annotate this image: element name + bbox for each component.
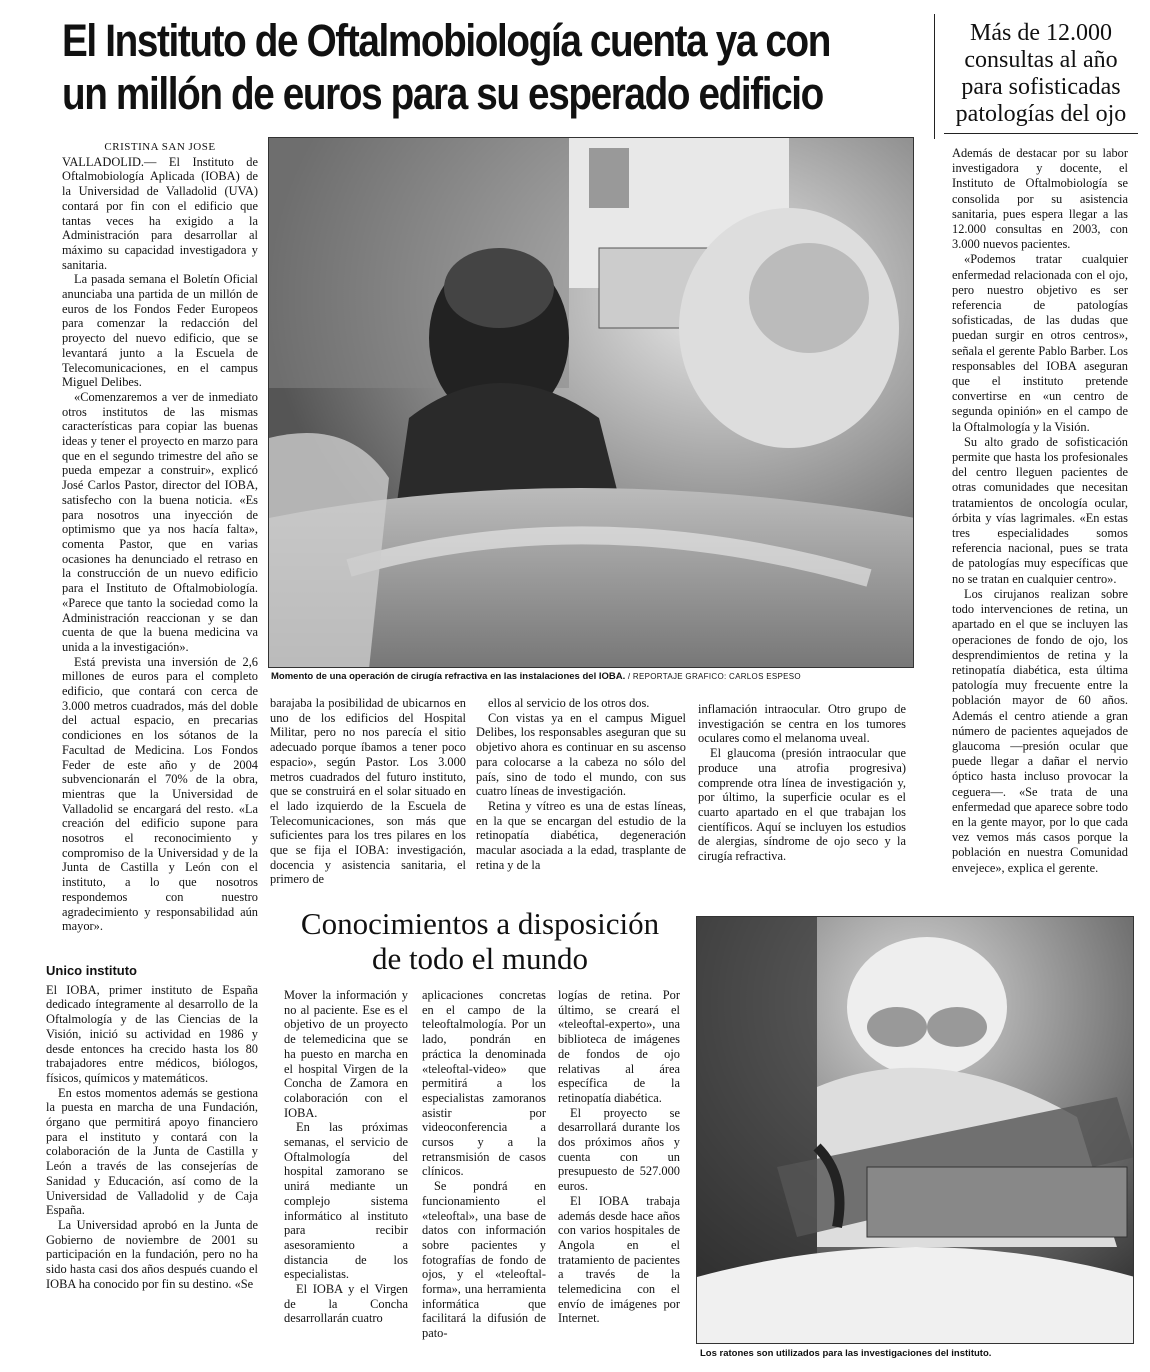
sidebar-rule (944, 133, 1138, 134)
main-headline (62, 14, 831, 120)
article-paragraph: Se pondrá en funcionamiento el «teleoftal», una base de datos con información sobre pacientes y fotografías de fondo de ojos, y el «teleoftal-forma», una herramienta informática que facilitará la difusión de pato- (422, 1179, 546, 1341)
article-paragraph: «Comenzaremos a ver de inmediato otros institutos de las mismas características para copiar las buenas ideas y tener el proyecto en marzo para que en el segundo trimestre del año se pueda empezar a construir», explicó José Carlos Pastor, director del IOBA, satisfecho con la buena noticia. «Es para nosotros una inyección de optimismo que ya nos hacía falta», comenta Pastor, que en varias ocasiones ha denunciado el retraso en la construcción de un nuevo edificio para el Instituto de Oftalmobiología. «Parece que tanto la sociedad como la Administración reaccionan y se dan cuenta de que la buena medicina va unida a la investigación». (62, 389, 258, 654)
second-article-column-3 (558, 988, 680, 1326)
headline-line-2: un millón de euros para su esperado edificio (62, 68, 823, 119)
byline: CRISTINA SAN JOSE (104, 141, 216, 153)
sidebar-paragraph: Además de destacar por su labor investigadora y docente, el Instituto de Oftalmobiología se consolida por su asistencia sanitaria, pues espera llegar a las 12.000 consultas en 2003, con 3.000 nuevos pacientes. (952, 146, 1128, 252)
article-column-2 (270, 696, 466, 887)
surgery-photo-image (269, 138, 914, 668)
photo-caption-1 (271, 671, 801, 682)
sidebar-paragraph: Su alto grado de sofisticación permite que hasta los profesionales del centro lleguen pacientes de otras comunidades que necesitan tratamientos de oncología ocular, órbita y vías lagrimales. «En estas tres especialidades somos referencia nacional, pues se trata de patologías muy específicas que no se tratan en cualquier centro». (952, 434, 1128, 586)
article-paragraph: El IOBA, primer instituto de España dedicado íntegramente al desarrollo de la Oftalmología y de las Ciencias de la Visión, inició su actividad en 1986 y desde entonces ha crecido hasta los 80 trabajadores entre médicos, biólogos, físicos, químicos y matemáticos. (46, 982, 258, 1085)
article-paragraph: Retina y vítreo es una de estas líneas, en la que se encargan del estudio de la retinopatía diabética, degeneración macular asociada a la edad, trasplante de retina y de la (476, 798, 686, 872)
article-paragraph: El IOBA y el Virgen de la Concha desarrollarán cuatro (284, 1282, 408, 1326)
article-paragraph: El glaucoma (presión intraocular que produce una atrofia progresiva) comprende otra línea de investigación y, por último, la superficie ocular es el cuarto apartado en el que trabajan los científicos. Aquí se incluyen los estudios de alergias, síndrome de ojo seco y la cirugía refractiva. (698, 746, 906, 864)
article-column-1b (46, 964, 258, 1291)
article-paragraph: logías de retina. Por último, se creará el «teleoftal-experto», una biblioteca de imágenes de fondos de ojo relativas al área específica de la retinopatía diabética. (558, 988, 680, 1105)
article-column-4 (698, 702, 906, 864)
article-paragraph: Con vistas ya en el campus Miguel Delibes, los responsables aseguran que su objetivo ahora es continuar en su ascenso para colocarse a la cabeza no sólo del país, sino de todo el mundo, con sus cuatro líneas de investigación. (476, 710, 686, 799)
sidebar-headline: Más de 12.000 consultas al año para sofisticadas patologías del ojo (955, 20, 1127, 127)
second-article-headline: Conocimientos a disposición de todo el mundo (300, 906, 660, 976)
article-paragraph: La pasada semana el Boletín Oficial anunciaba una partida de un millón de euros de los Fondos Feder Europeos para comenzar la redacción del proyecto del nuevo edificio, que se levantará junto a la Escuela de Telecomunicaciones, en el campus Miguel Delibes. (62, 272, 258, 390)
photo-caption-2: Los ratones son utilizados para las investigaciones del instituto. (700, 1348, 992, 1359)
sidebar-body (952, 146, 1128, 876)
article-column-3 (476, 696, 686, 872)
article-paragraph: El proyecto se desarrollará durante los dos próximos años y cuenta con un presupuesto de 527.000 euros. (558, 1105, 680, 1194)
surgery-photo (268, 137, 914, 668)
second-article-column-2 (422, 988, 546, 1341)
headline-line-1: El Instituto de Oftalmobiología cuenta ya con (62, 15, 831, 66)
column-divider (934, 14, 935, 139)
photo-credit: / REPORTAJE GRAFICO: CARLOS ESPESO (627, 672, 801, 681)
article-paragraph: Está prevista una inversión de 2,6 millones de euros para el completo edificio, que contará con cerca de 3.000 metros cuadrados, más del doble del actual espacio, en precarias condiciones en los sótanos de la Facultad de Medicina. Los Fondos Feder de este año y de 2004 subvencionarán el 70% de la obra, mientras que la Universidad de Valladolid se encargará del resto. «La creación del edificio supone para nosotros el reconocimiento y compromiso de la Universidad y de la Junta de Castilla y León con el instituto, a lo que nosotros respondemos con nuestro agradecimiento y responsabilidad aún mayor». (62, 654, 258, 934)
subhead-unico-instituto: Unico instituto (46, 963, 137, 978)
article-paragraph: En estos momentos además se gestiona la puesta en marcha de una Fundación, órgano que permitirá apoyo financiero para el instituto y contará con la colaboración de la Junta de Castilla y León a través de las consejerías de Sanidad y Educación, así como de la Universidad de Valladolid y de Caja España. (46, 1085, 258, 1218)
lab-mice-photo (696, 916, 1134, 1344)
article-paragraph: VALLADOLID.— El Instituto de Oftalmobiología Aplicada (IOBA) de la Universidad de Valladolid (UVA) contará por fin con el edificio que tantas veces ha exigido a la Administración para desarrollar al máximo su capacidad investigadora y sanitaria. (62, 154, 258, 272)
sidebar-paragraph: «Podemos tratar cualquier enfermedad relacionada con el ojo, pero nuestro objetivo es ser referencia de patologías sofisticadas, de las dudas que puedan surgir en otros centros», señala el gerente Pablo Barber. Los responsables del IOBA aseguran que el instituto pretende convertirse en «un centro de segunda opinión» en el campo de la Oftalmología y la Visión. (952, 252, 1128, 434)
lab-mice-photo-image (697, 917, 1134, 1344)
article-paragraph: En las próximas semanas, el servicio de Oftalmología del hospital zamorano se unirá mediante un complejo sistema informático al instituto para recibir asesoramiento a distancia de los especialistas. (284, 1120, 408, 1282)
article-paragraph: barajaba la posibilidad de ubicarnos en uno de los edificios del Hospital Militar, pero no nos parecía el sitio adecuado porque íbamos a tener poco espacio», según Pastor. Los 3.000 metros cuadrados del futuro instituto, que se construirá en el solar situado en el lado izquierdo de la Escuela de Telecomunicaciones, son más que suficientes para los tres pilares en los que se fija el IOBA: investigación, docencia y asistencia sanitaria, el primero de (270, 696, 466, 887)
article-paragraph: El IOBA trabaja además desde hace años con varios hospitales de Angola en el tratamiento de pacientes a través de la telemedicina con el envío de imágenes por Internet. (558, 1193, 680, 1326)
article-paragraph: ellos al servicio de los otros dos. (488, 696, 650, 710)
sidebar-paragraph: Los cirujanos realizan sobre todo intervenciones de retina, un apartado en el que se incluyen las operaciones de fondo de ojo, los desprendimientos de retina y la retinopatía diabética, esta última patología muy frecuente entre la población mayor de 60 años. Además el centro atiende a gran número de pacientes aquejados de glaucoma —presión ocular que puede llegar a dañar el nervio óptico hasta incluso provocar la ceguera—. «Se trata de una enfermedad que aparece sobre todo en la gente mayor, por lo que cada vez vemos más casos porque la población en nuestra Comunidad envejece», explica el gerente. (952, 586, 1128, 875)
photo-caption-text: Momento de una operación de cirugía refractiva en las instalaciones del IOBA. (271, 671, 626, 682)
article-paragraph: La Universidad aprobó en la Junta de Gobierno de noviembre de 2001 su participación en la fundación, pero no ha sido hasta casi dos años después cuando el IOBA ha conocido por fin su destino. «Se (46, 1217, 258, 1291)
article-paragraph: inflamación intraocular. Otro grupo de investigación se centra en los tumores oculares como el melanoma uveal. (698, 702, 906, 746)
article-paragraph: aplicaciones concretas en el campo de la teleoftalmología. Por un lado, pondrán en práctica la denominada «teleoftal-video» que permitirá a los especialistas zamoranos asistir por videoconferencia a cursos y a la retransmisión de casos clínicos. (422, 988, 546, 1179)
second-article-column-1 (284, 988, 408, 1326)
article-column-1 (62, 140, 258, 934)
article-paragraph: Mover la información y no al paciente. Ese es el objetivo de un proyecto de telemedicina que se ha puesto en marcha en el hospital Virgen de la Concha de Zamora en colaboración con el IOBA. (284, 988, 408, 1120)
